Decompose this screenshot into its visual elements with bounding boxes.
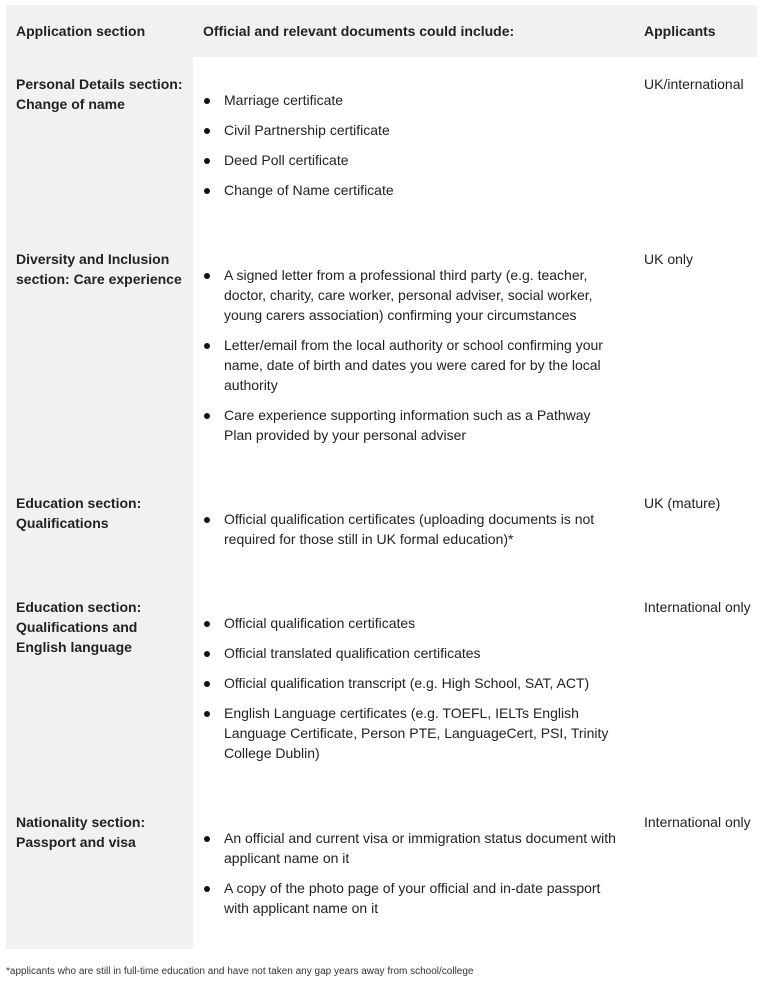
- row-applicants: UK/international: [644, 76, 744, 92]
- table-row: [6, 232, 757, 476]
- row-documents: [193, 57, 631, 232]
- row-applicants: UK only: [644, 251, 694, 267]
- table-row: [6, 580, 757, 795]
- row-documents: [193, 232, 631, 476]
- row-applicants: International only: [644, 814, 751, 830]
- row-section-label: Personal Details section: Change of name: [6, 57, 193, 232]
- row-section-label: Nationality section: Passport and visa: [6, 795, 193, 949]
- documents-table: [6, 5, 757, 949]
- header-applicants: Applicants: [644, 23, 716, 39]
- list-item: Civil Partnership certificate: [203, 120, 621, 140]
- list-item: Official qualification certificates: [203, 613, 621, 633]
- list-item: An official and current visa or immigration status document with applicant name on it: [203, 828, 621, 868]
- footnote: *applicants who are still in full-time education and have not taken any gap years away from school/college: [6, 966, 474, 977]
- list-item: English Language certificates (e.g. TOEFL, IELTs English Language Certificate, Person PTE, LanguageCert, PSI, Trinity College Dublin): [203, 703, 621, 763]
- header-application-section: Application section: [16, 23, 146, 39]
- list-item: Care experience supporting information such as a Pathway Plan provided by your personal adviser: [203, 405, 621, 445]
- list-item: Letter/email from the local authority or school confirming your name, date of birth and dates you were cared for by the local authority: [203, 335, 621, 395]
- table-row: [6, 476, 757, 580]
- row-applicants: International only: [644, 599, 751, 615]
- table-header: [6, 5, 757, 57]
- row-documents: [193, 795, 631, 949]
- list-item: A signed letter from a professional third party (e.g. teacher, doctor, charity, care worker, personal adviser, social worker, young carers association) confirming your circumstances: [203, 265, 621, 325]
- row-documents: [193, 580, 631, 795]
- header-documents: Official and relevant documents could include:: [203, 23, 515, 39]
- row-section-label: Diversity and Inclusion section: Care experience: [6, 232, 193, 476]
- row-documents: [193, 476, 631, 580]
- row-section-label: Education section: Qualifications and English language: [6, 580, 193, 795]
- row-applicants: UK (mature): [644, 495, 721, 511]
- list-item: Marriage certificate: [203, 90, 621, 110]
- list-item: Deed Poll certificate: [203, 150, 621, 170]
- table-row: [6, 795, 757, 949]
- list-item: Official qualification transcript (e.g. High School, SAT, ACT): [203, 673, 621, 693]
- list-item: Change of Name certificate: [203, 180, 621, 200]
- list-item: A copy of the photo page of your official and in-date passport with applicant name on it: [203, 878, 621, 918]
- table-row: [6, 57, 757, 232]
- list-item: Official translated qualification certificates: [203, 643, 621, 663]
- list-item: Official qualification certificates (uploading documents is not required for those still in UK formal education)*: [203, 509, 621, 549]
- row-section-label: Education section: Qualifications: [6, 476, 193, 580]
